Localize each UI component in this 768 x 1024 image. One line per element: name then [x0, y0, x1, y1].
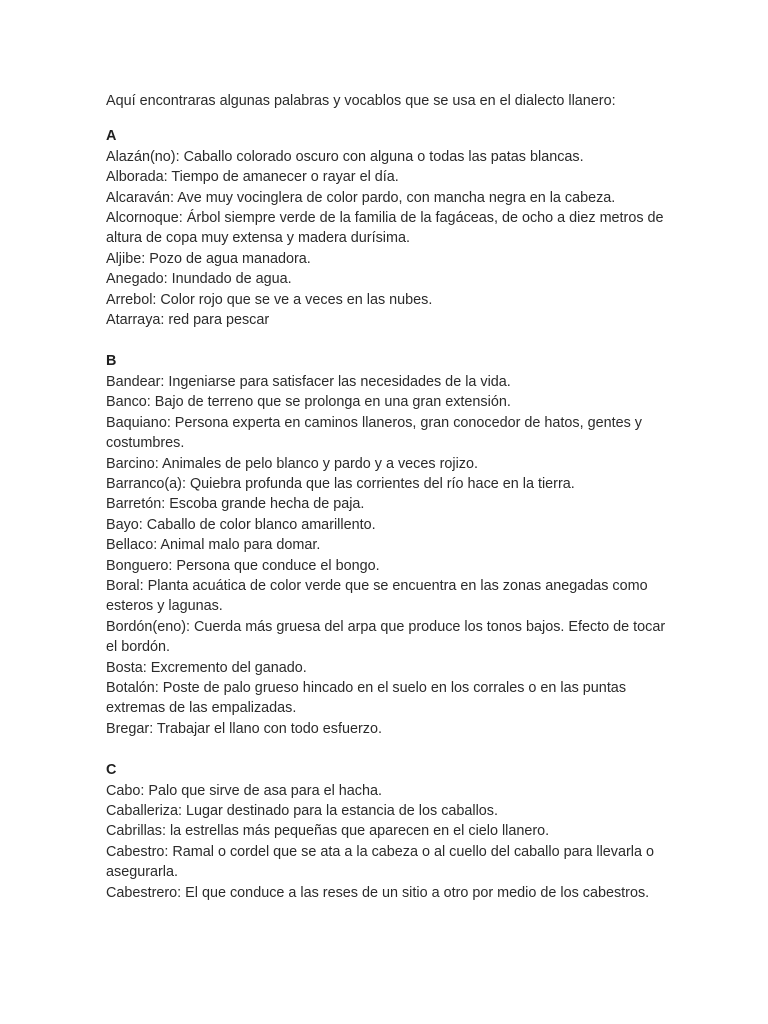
- section-letter: C: [106, 762, 117, 779]
- glossary-entry: Botalón: Poste de palo grueso hincado en el suelo en los corrales o en las puntas extremas de las empalizadas.: [106, 679, 627, 717]
- glossary-entry: Cabestrero: El que conduce a las reses de un sitio a otro por medio de los cabestros.: [106, 884, 650, 901]
- glossary-entry: Boral: Planta acuática de color verde que se encuentra en las zonas anegadas como esteros y lagunas.: [106, 577, 648, 615]
- document-page: [106, 91, 666, 903]
- section-b: [106, 351, 666, 739]
- section-a: [106, 126, 666, 330]
- glossary-entry: Alcaraván: Ave muy vocinglera de color pardo, con mancha negra en la cabeza.: [106, 189, 616, 206]
- glossary-entry: Bosta: Excremento del ganado.: [106, 659, 307, 676]
- glossary-entry: Bandear: Ingeniarse para satisfacer las necesidades de la vida.: [106, 373, 511, 390]
- glossary-entry: Bregar: Trabajar el llano con todo esfuerzo.: [106, 720, 382, 737]
- section-c: [106, 760, 666, 903]
- glossary-entry: Banco: Bajo de terreno que se prolonga en una gran extensión.: [106, 394, 511, 411]
- glossary-entry: Atarraya: red para pescar: [106, 312, 270, 329]
- glossary-entry: Alcornoque: Árbol siempre verde de la familia de la fagáceas, de ocho a diez metros de altura de copa muy extensa y madera durísima.: [106, 210, 664, 247]
- glossary-entry: Aljibe: Pozo de agua manadora.: [106, 250, 311, 267]
- glossary-entry: Barcino: Animales de pelo blanco y pardo y a veces rojizo.: [106, 455, 478, 472]
- glossary-entry: Baquiano: Persona experta en caminos llaneros, gran conocedor de hatos, gentes y costumbres.: [106, 414, 642, 452]
- glossary-entry: Arrebol: Color rojo que se ve a veces en las nubes.: [106, 291, 433, 308]
- glossary-entry: Cabrillas: la estrellas más pequeñas que aparecen en el cielo llanero.: [106, 823, 550, 840]
- glossary-entry: Bonguero: Persona que conduce el bongo.: [106, 557, 380, 574]
- section-letter: A: [106, 128, 117, 145]
- section-letter: B: [106, 353, 117, 370]
- glossary-entry: Alazán(no): Caballo colorado oscuro con alguna o todas las patas blancas.: [106, 148, 584, 165]
- glossary-entry: Barranco(a): Quiebra profunda que las corrientes del río hace en la tierra.: [106, 475, 575, 492]
- glossary-entry: Bordón(eno): Cuerda más gruesa del arpa que produce los tonos bajos. Efecto de tocar el bordón.: [106, 618, 666, 656]
- intro-text: Aquí encontraras algunas palabras y vocablos que se usa en el dialecto llanero:: [106, 93, 616, 109]
- glossary-entry: Cabestro: Ramal o cordel que se ata a la cabeza o al cuello del caballo para llevarla o asegurarla.: [106, 843, 654, 881]
- glossary-entry: Bayo: Caballo de color blanco amarillento.: [106, 516, 376, 533]
- glossary-entry: Anegado: Inundado de agua.: [106, 271, 292, 288]
- glossary-entry: Cabo: Palo que sirve de asa para el hacha.: [106, 782, 383, 799]
- glossary-entry: Barretón: Escoba grande hecha de paja.: [106, 496, 365, 513]
- glossary-entry: Alborada: Tiempo de amanecer o rayar el día.: [106, 169, 399, 186]
- glossary-entry: Caballeriza: Lugar destinado para la estancia de los caballos.: [106, 803, 498, 819]
- glossary-entry: Bellaco: Animal malo para domar.: [106, 537, 321, 554]
